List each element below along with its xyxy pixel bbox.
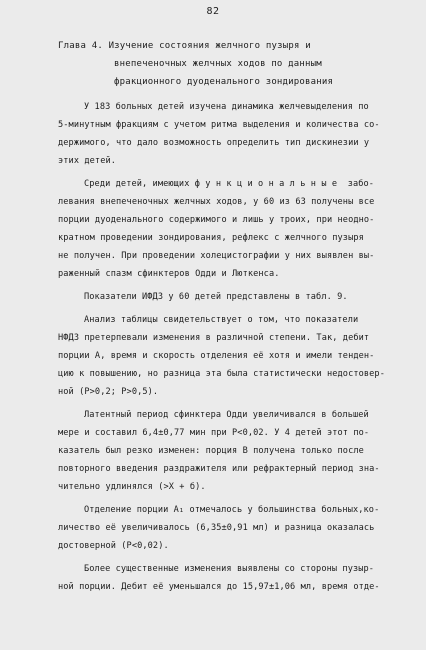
paragraph-line: держимого, что дало возможность определить тип дискинезии у [58, 138, 370, 148]
paragraph-line: Латентный период сфинктера Одди увеличивался в большей [84, 410, 369, 420]
chapter-heading-line-2: внепеченочных желчных ходов по данным [114, 59, 322, 69]
paragraph-line: Среди детей, имеющих ф у н к ц и о н а л ь н ы е забо- [84, 179, 375, 189]
paragraph-line: Более существенные изменения выявлены со стороны пузыр- [84, 564, 375, 574]
paragraph-line: цию к повышению, но разница эта была статистически недостовер- [58, 369, 385, 379]
paragraph-line: личество её увеличивалось (6,35±0,91 мл) и разница оказалась [58, 523, 375, 533]
paragraph-line: 5-минутным фракциям с учетом ритма выделения и количества со- [58, 120, 380, 130]
paragraph-line: НФДЗ претерпевали изменения в различной степени. Так, дебит [58, 333, 370, 343]
paragraph-line: ной порции. Дебит её уменьшался до 15,97±1,06 мл, время отде- [58, 582, 380, 592]
paragraph-line: раженный спазм сфинктеров Одди и Люткенса. [58, 269, 280, 279]
paragraph-line: порции дуоденального содержимого и лишь у троих, при неодно- [58, 215, 375, 225]
paragraph-line: левания внепеченочных желчных ходов, у 60 из 63 получены все [58, 197, 375, 207]
paragraph-line: не получен. При проведении холецистографии у них выявлен вы- [58, 251, 375, 261]
paragraph-line: порции А, время и скорость отделения её хотя и имели тенден- [58, 351, 375, 361]
paragraph-line: кратном проведении зондирования, рефлекс с желчного пузыря [58, 233, 364, 243]
paragraph-line: мере и составил 6,4±0,77 мин при Р<0,02. У 4 детей этот по- [58, 428, 370, 438]
paragraph-line: достоверной (Р<0,02). [58, 541, 169, 551]
paragraph-line: этих детей. [58, 156, 117, 166]
paragraph-line: Показатели ИФДЗ у 60 детей представлены в табл. 9. [84, 292, 348, 302]
chapter-heading-line-3: фракционного дуоденального зондирования [114, 77, 334, 87]
paragraph-line: Отделение порции А₁ отмечалось у большинства больных,ко- [84, 505, 380, 515]
paragraph-line: казатель был резко изменен: порция В получена только после [58, 446, 364, 456]
paragraph-line: ной (Р>0,2; Р>0,5). [58, 387, 159, 397]
paragraph-line: чительно удлинялся (>X + б). [58, 482, 206, 492]
paragraph-line: повторного введения раздражителя или рефрактерный период зна- [58, 464, 380, 474]
paragraph-line: У 183 больных детей изучена динамика желчевыделения по [84, 102, 369, 112]
page-number: 82 [206, 6, 220, 17]
paragraph-line: Анализ таблицы свидетельствует о том, что показатели [84, 315, 359, 325]
chapter-heading-line-1: Глава 4. Изучение состояния желчного пузыря и [58, 41, 311, 51]
